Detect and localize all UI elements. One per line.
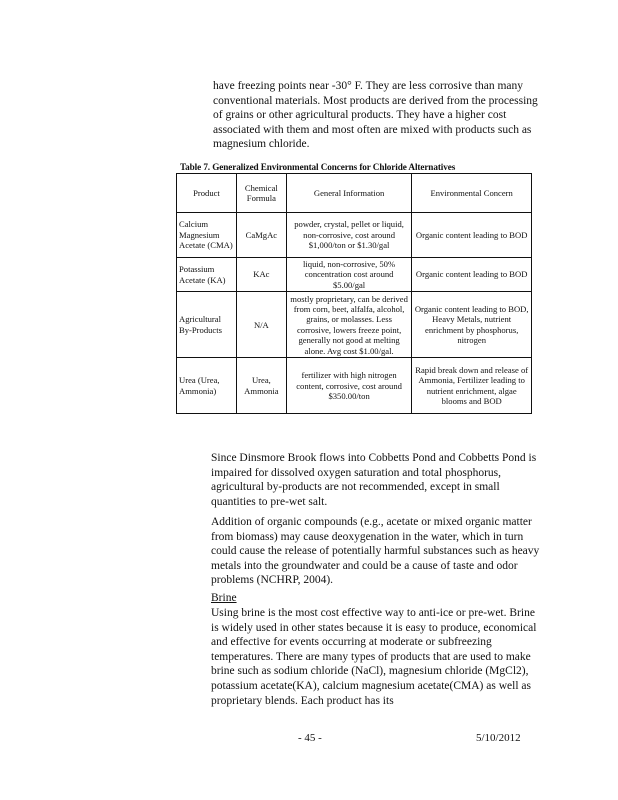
product-cell: Potassium Acetate (KA) [177, 258, 237, 292]
paragraph-brine: Using brine is the most cost effective way to anti-ice or pre-wet. Brine is widely used in other states because it is easy to produce, economical and effective for events occurring at moderate or subfreezing temperatures. There are many types of products that are used to make brine such as sodium chloride (NaCl), magnesium chloride (MgCl2), potassium acetate(KA), calcium magnesium acetate(CMA) as well as proprietary blends. Each product has its [211, 607, 537, 707]
table-caption: Table 7. Generalized Environmental Concerns for Chloride Alternatives [180, 162, 456, 172]
product-cell: Calcium Magnesium Acetate (CMA) [177, 213, 237, 258]
header-general-information: General Information [286, 174, 412, 213]
concern-cell: Organic content leading to BOD, Heavy Metals, nutrient enrichment by phosphorus, nitrogen [412, 292, 532, 358]
concern-cell: Organic content leading to BOD [412, 213, 532, 258]
page-number: - 45 - [298, 732, 322, 744]
table-row [177, 258, 532, 292]
product-cell: Agricultural By-Products [177, 292, 237, 358]
header-environmental-concern: Environmental Concern [412, 174, 532, 213]
product-cell: Urea (Urea, Ammonia) [177, 358, 237, 414]
brine-heading: Brine [211, 592, 237, 604]
formula-cell: KAc [236, 258, 286, 292]
info-cell: powder, crystal, pellet or liquid, non-corrosive, cost around $1,000/ton or $1.30/gal [286, 213, 412, 258]
paragraph-dinsmore-brook: Since Dinsmore Brook flows into Cobbetts Pond and Cobbetts Pond is impaired for dissolved oxygen saturation and total phosphorus, agricultural by-products are not recommended, except in small quantities to pre-wet salt. [211, 452, 537, 508]
chloride-alternatives-table [176, 173, 532, 414]
info-cell: fertilizer with high nitrogen content, corrosive, cost around $350.00/ton [286, 358, 412, 414]
table-row [177, 358, 532, 414]
concern-cell: Rapid break down and release of Ammonia, Fertilizer leading to nutrient enrichment, algae blooms and BOD [412, 358, 532, 414]
paragraph-organic-compounds: Addition of organic compounds (e.g., acetate or mixed organic matter from biomass) may cause deoxygenation in the water, which in turn could cause the release of potentially harmful substances such as heavy metals into the groundwater and could be a cause of taste and odor problems (NCHRP, 2004). [211, 516, 540, 587]
concern-cell: Organic content leading to BOD [412, 258, 532, 292]
table-row [177, 292, 532, 358]
info-cell: mostly proprietary, can be derived from corn, beet, alfalfa, alcohol, grains, or molasses. Less corrosive, lowers freeze point, generally not good at melting alone. Avg cost $1.00/gal. [286, 292, 412, 358]
header-chemical-formula: Chemical Formula [236, 174, 286, 213]
formula-cell: Urea, Ammonia [236, 358, 286, 414]
intro-paragraph: have freezing points near -30° F. They are less corrosive than many conventional materials. Most products are derived from the processing of grains or other agricultural products. They have a higher cost associated with them and most often are mixed with products such as magnesium chloride. [213, 80, 538, 151]
header-product: Product [177, 174, 237, 213]
table-header-row [177, 174, 532, 213]
footer-date: 5/10/2012 [476, 732, 521, 744]
info-cell: liquid, non-corrosive, 50% concentration cost around $5.00/gal [286, 258, 412, 292]
formula-cell: N/A [236, 292, 286, 358]
formula-cell: CaMgAc [236, 213, 286, 258]
table-row [177, 213, 532, 258]
